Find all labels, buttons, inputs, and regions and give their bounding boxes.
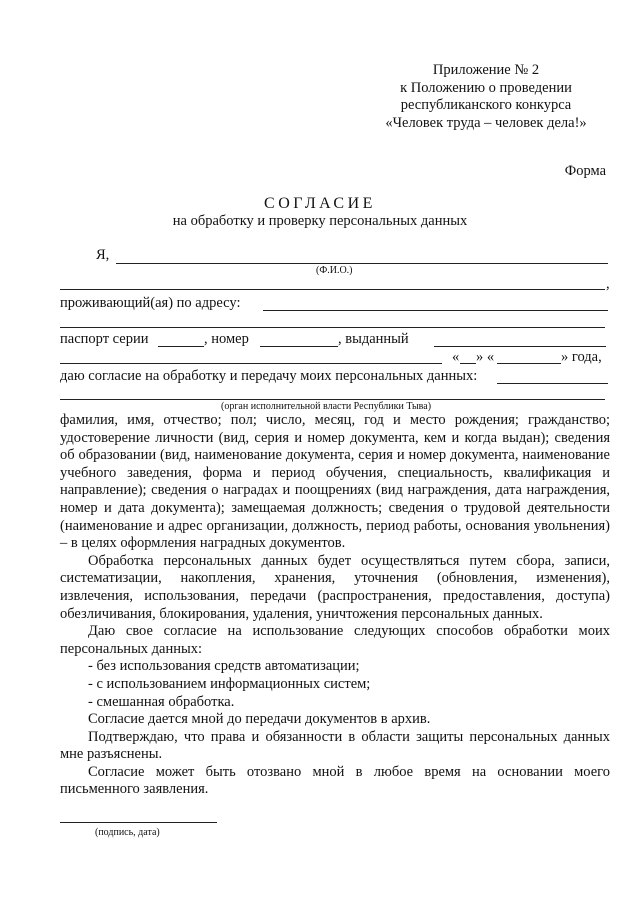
document-subtitle: на обработку и проверку персональных данных <box>172 213 468 229</box>
issued-by-field-2[interactable] <box>60 363 442 364</box>
passport-number-label: , номер <box>204 331 249 347</box>
method-item-3: - смешанная обработка. <box>88 693 235 710</box>
appendix-header <box>366 62 606 132</box>
organ-field-line[interactable] <box>497 383 608 384</box>
appendix-line-2: к Положению о проведении <box>400 79 572 96</box>
issued-by-field[interactable] <box>434 346 606 347</box>
form-label: Форма <box>564 163 606 179</box>
signature-caption: (подпись, дата) <box>95 827 160 838</box>
passport-number-field[interactable] <box>260 346 338 347</box>
issue-month-field[interactable] <box>497 363 561 364</box>
consent-line-label: даю согласие на обработку и передачу моих персональных данных: <box>60 368 478 384</box>
signature-field-line[interactable] <box>60 822 217 823</box>
passport-series-label: паспорт серии <box>60 331 149 347</box>
date-mid-quote: » « <box>476 349 495 365</box>
issue-day-field[interactable] <box>460 363 476 364</box>
methods-intro: Даю свое согласие на использование следующих способов обработки моих персональных данных: <box>60 623 610 657</box>
fio-field-line[interactable] <box>116 263 608 264</box>
method-item-1: - без использования средств автоматизации; <box>88 658 360 675</box>
method-item-2: - с использованием информационных систем; <box>88 675 371 692</box>
personal-data-list: фамилия, имя, отчество; пол; число, месяц, год и место рождения; гражданство; удостоверение личности (вид, серия и номер документа, кем и когда выдан); сведения об образовании (вид, наименование документа, серия и номер документа, наименование учебного заведения, форма и период обучения, специальность, квалификация и направление); сведения о наградах и поощрениях (вид награждения, дата награждения, номер и дата документа); замещаемая должность; сведения о трудовой деятельности (наименование и адрес организации, должность, период работы, основания увольнения) – в целях оформления наградных документов. <box>60 412 610 552</box>
appendix-line-3: республиканского конкурса <box>400 97 572 113</box>
passport-series-field[interactable] <box>158 346 204 347</box>
organ-field-line-2[interactable] <box>60 399 605 400</box>
ya-label: Я, <box>96 247 110 263</box>
organ-caption: (орган исполнительной власти Республики Тыва) <box>221 401 432 412</box>
comma: , <box>606 276 610 292</box>
date-open-quote: « <box>452 349 460 365</box>
address-label: проживающий(ая) по адресу: <box>60 295 241 311</box>
document-title: СОГЛАСИЕ <box>264 195 376 212</box>
date-year-label: » года, <box>561 349 602 365</box>
issued-label: , выданный <box>338 331 409 347</box>
archive-paragraph: Согласие дается мной до передачи документов в архив. <box>88 711 431 728</box>
fio-caption: (Ф.И.О.) <box>316 265 353 276</box>
revocation-paragraph: Согласие может быть отозвано мной в любое время на основании моего письменного заявления. <box>60 763 610 798</box>
appendix-line-4: «Человек труда – человек дела!» <box>385 114 587 131</box>
appendix-line-1: Приложение № 2 <box>432 62 540 78</box>
fio-field-line-2[interactable] <box>60 289 605 290</box>
processing-paragraph: Обработка персональных данных будет осуществляться путем сбора, записи, систематизации, накопления, хранения, уточнения (обновления, изменения), извлечения, использования, передачи (распространения, предоставления, доступа) обезличивания, блокирования, удаления, уничтожения персональных данных. <box>60 552 610 622</box>
address-field-line[interactable] <box>263 310 608 311</box>
rights-paragraph: Подтверждаю, что права и обязанности в области защиты персональных данных мне разъяснены. <box>60 728 610 763</box>
address-field-line-2[interactable] <box>60 327 605 328</box>
consent-body <box>60 412 610 799</box>
